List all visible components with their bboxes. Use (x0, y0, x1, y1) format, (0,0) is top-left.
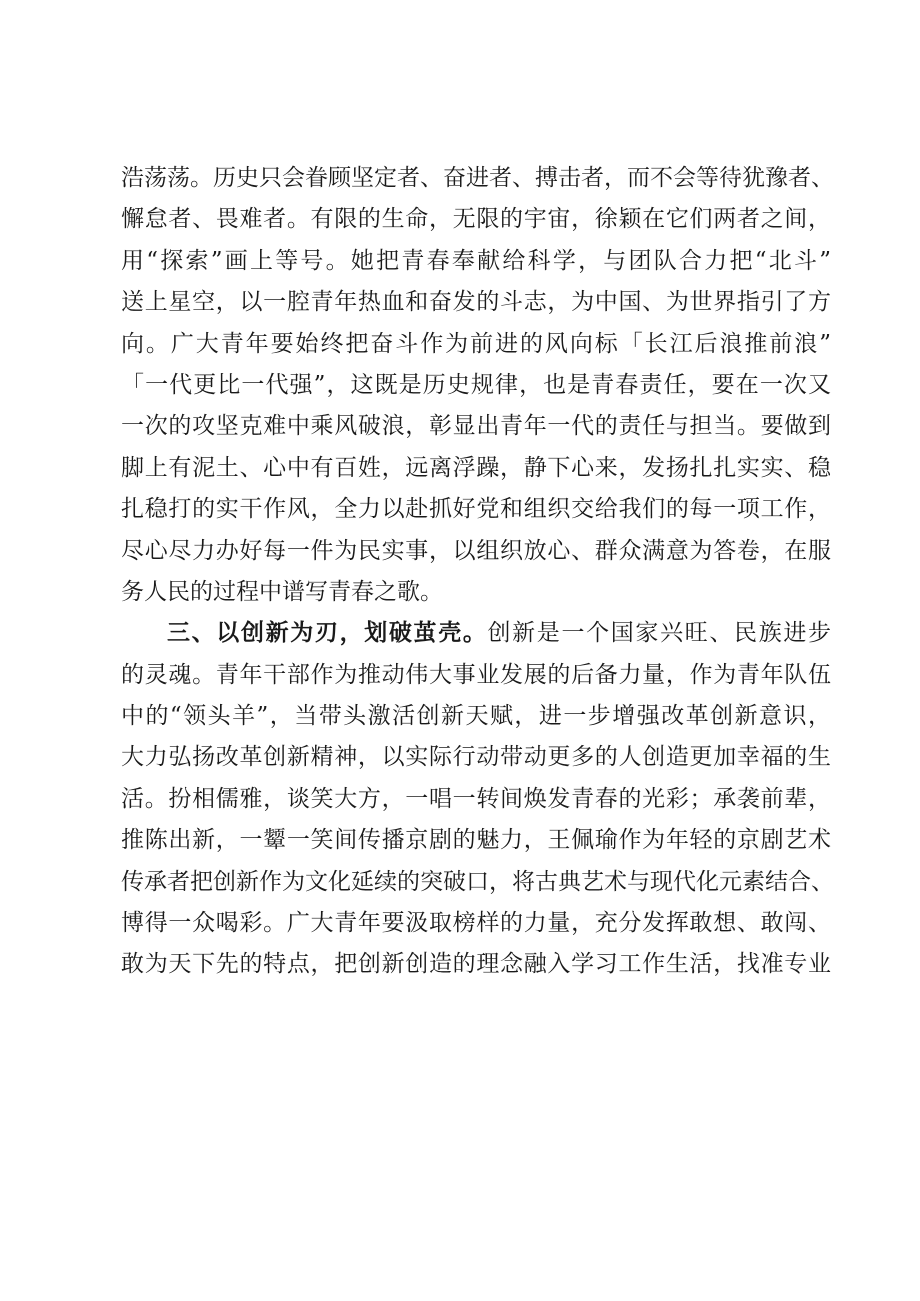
text-line: 扎稳打的实干作风，全力以赴抓好党和组织交给我们的每一项工作， (121, 496, 831, 523)
text-line: 务人民的过程中谱写青春之歌。 (121, 578, 443, 605)
section-heading: 三、以创新为刃，划破茧壳。 (167, 620, 488, 647)
text-line: 脚上有泥土、心中有百姓，远离浮躁，静下心来，发扬扎扎实实、稳 (121, 454, 831, 481)
text-line: 浩荡荡。历史只会眷顾坚定者、奋进者、搏击者，而不会等待犹豫者、 (121, 165, 834, 191)
section-heading-line (121, 613, 831, 654)
text-line: 一次的攻坚克难中乘风破浪，彰显出青年一代的责任与担当。要做到 (121, 413, 831, 440)
text-line: 尽心尽力办好每一件为民实事，以组织放心、群众满意为答卷，在服 (121, 537, 831, 564)
text-line: 中的“领头羊”，当带头激活创新天赋，进一步增强改革创新意识， (121, 703, 831, 730)
paragraph-1 (121, 158, 834, 613)
text-line: 敢为天下先的特点，把创新创造的理念融入学习工作生活，找准专业 (121, 951, 831, 978)
text-line: 懈怠者、畏难者。有限的生命，无限的宇宙，徐颖在它们两者之间， (121, 206, 831, 233)
text-line: 用“探索”画上等号。她把青春奉献给科学，与团队合力把“北斗” (121, 247, 831, 274)
text-line: 「一代更比一代强”，这既是历史规律，也是青春责任，要在一次又 (121, 371, 831, 398)
text-line: 送上星空，以一腔青年热血和奋发的斗志，为中国、为世界指引了方 (121, 289, 831, 316)
text-line-rest: 创新是一个国家兴旺、民族进步 (487, 620, 832, 647)
text-line: 传承者把创新作为文化延续的突破口，将古典艺术与现代化元素结合、 (121, 868, 834, 895)
text-line: 活。扮相儒雅，谈笑大方，一唱一转间焕发青春的光彩；承袭前辈， (121, 785, 831, 812)
text-line: 博得一众喝彩。广大青年要汲取榜样的力量，充分发挥敢想、敢闯、 (121, 910, 831, 937)
paragraph-2 (121, 613, 834, 986)
body-text (121, 158, 834, 986)
text-line: 的灵魂。青年干部作为推动伟大事业发展的后备力量，作为青年队伍 (121, 661, 831, 688)
text-line: 向。广大青年要始终把奋斗作为前进的风向标「长江后浪推前浪” (121, 330, 831, 357)
text-line: 推陈出新，一颦一笑间传播京剧的魅力，王佩瑜作为年轻的京剧艺术 (121, 827, 831, 854)
text-line: 大力弘扬改革创新精神，以实际行动带动更多的人创造更加幸福的生 (121, 744, 831, 771)
